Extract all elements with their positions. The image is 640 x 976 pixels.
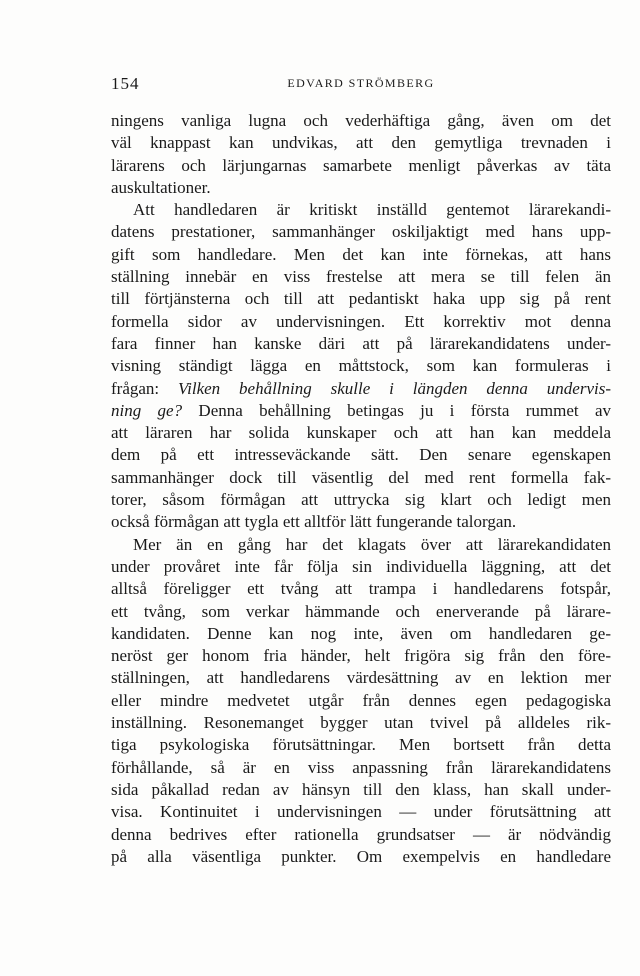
text-line: fara finner han kanske däri att på lärarekandidatens under- — [111, 333, 611, 353]
text-line: Mer än en gång har det klagats över att lärarekandidaten — [133, 534, 611, 554]
body-text — [111, 110, 611, 868]
text-line: datens prestationer, sammanhänger oskiljaktigt med hans upp- — [111, 222, 611, 242]
page-header — [111, 74, 611, 94]
text-line: torer, såsom förmågan att uttrycka sig klart och ledigt men — [111, 490, 611, 510]
italic-question: Vilken behållning skulle i längden denna undervis- — [178, 378, 611, 398]
text-line: denna bedrives efter rationella grundsatser — är nödvändig — [111, 824, 611, 844]
text-span: Denna behållning betingas ju i första rummet av — [182, 400, 611, 420]
text-line: eller mindre medvetet utgår från dennes egen pedagogiska — [111, 690, 611, 710]
text-line: lärarens och lärjungarnas samarbete menligt påverkas av täta — [111, 155, 611, 175]
text-line: alltså föreligger ett tvång att trampa i handledarens fotspår, — [111, 579, 611, 599]
text-line: väl knappast kan undvikas, att den gemytliga trevnaden i — [111, 133, 611, 153]
text-line: formella sidor av undervisningen. Ett korrektiv mot denna — [111, 311, 611, 331]
italic-question: ning ge? — [111, 400, 183, 420]
text-line: ställning innebär en viss frestelse att mera se till felen än — [111, 267, 611, 287]
text-span: frågan: — [111, 378, 179, 398]
text-line: visa. Kontinuitet i undervisningen — under förutsättning att — [111, 802, 611, 822]
text-line: neröst ger honom fria händer, helt frigöra sig från den före- — [111, 646, 611, 666]
text-line: också förmågan att tygla ett alltför lätt fungerande talorgan. — [111, 512, 517, 532]
text-line: gift som handledare. Men det kan inte förnekas, att hans — [111, 244, 611, 264]
text-line: inställning. Resonemanget bygger utan tvivel på alldeles rik- — [111, 713, 611, 733]
text-line: sammanhänger dock till väsentlig del med rent formella fak- — [111, 467, 611, 487]
text-line: Att handledaren är kritiskt inställd gentemot lärarekandi- — [133, 200, 611, 220]
text-line-with-italic — [111, 400, 611, 422]
text-line: ett tvång, som verkar hämmande och enerverande på lärare- — [111, 601, 611, 621]
text-line: ställningen, att handledarens värdesättning av en lektion mer — [111, 668, 611, 688]
text-line: att läraren har solida kunskaper och att han kan meddela — [111, 423, 611, 443]
text-line: kandidaten. Denne kan nog inte, även om handledaren ge- — [111, 623, 611, 643]
text-line: sida påkallad redan av hänsyn till den klass, han skall under- — [111, 779, 611, 799]
page-number: 154 — [111, 74, 140, 93]
text-line: visning ständigt lägga en måttstock, som kan formuleras i — [111, 356, 611, 376]
text-line: auskultationer. — [111, 177, 211, 197]
text-line: förhållande, så är en viss anpassning från lärarekandidatens — [111, 757, 611, 777]
text-line: under provåret inte får följa sin individuella läggning, att det — [111, 556, 611, 576]
text-line: ningens vanliga lugna och vederhäftiga gång, även om det — [111, 111, 611, 130]
text-line: på alla väsentliga punkter. Om exempelvis en handledare — [111, 846, 611, 866]
running-head: EDVARD STRÖMBERG — [287, 76, 435, 90]
text-line: tiga psykologiska förutsättningar. Men bortsett från detta — [111, 735, 611, 755]
text-line-with-italic — [111, 378, 611, 400]
text-line: till förtjänsterna och till att pedantiskt haka upp sig på rent — [111, 289, 611, 309]
text-line: dem på ett intresseväckande sätt. Den senare egenskapen — [111, 445, 611, 465]
